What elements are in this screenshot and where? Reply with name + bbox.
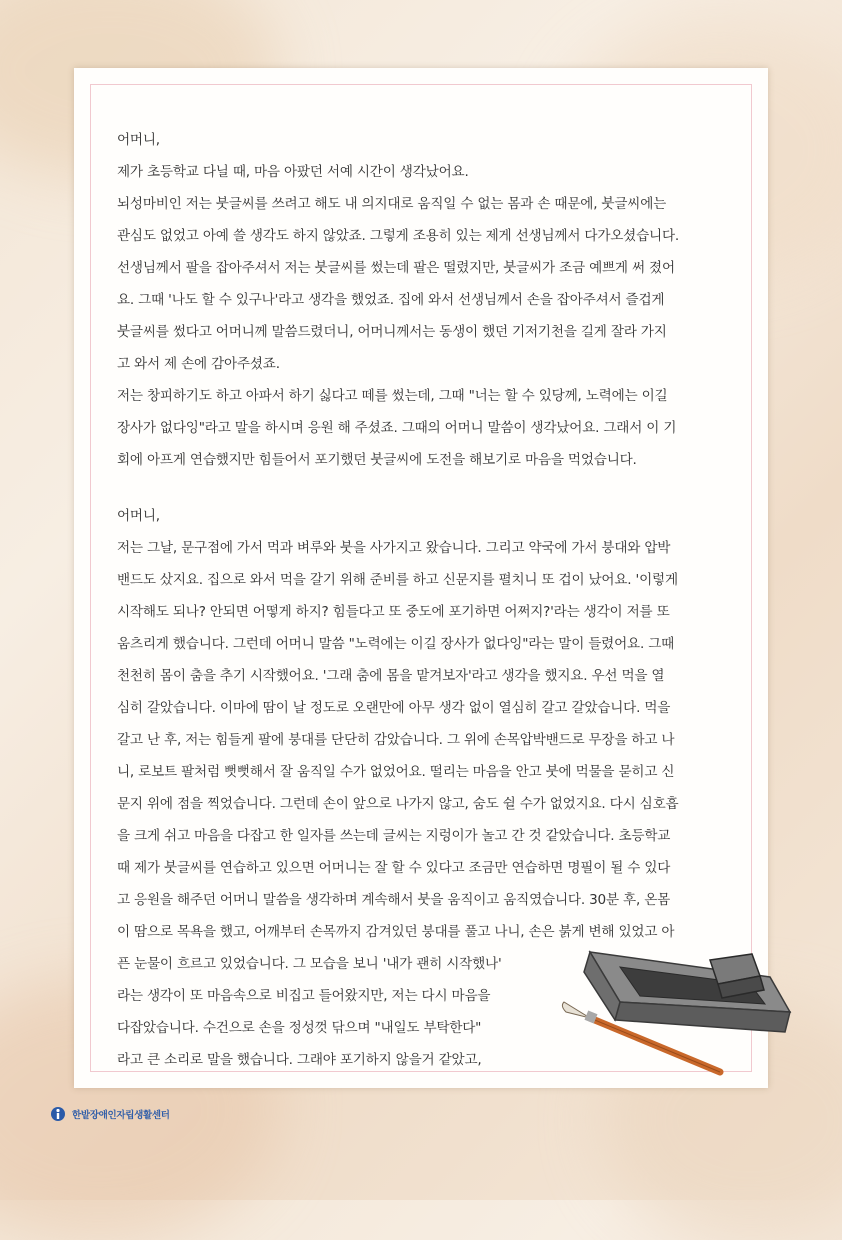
letter-line: 어머니, [117,132,160,148]
letter-line: 라는 생각이 또 마음속으로 비집고 들어왔지만, 저는 다시 마음을 [117,988,491,1004]
letter-line: 천천히 몸이 춤을 추기 시작했어요. '그래 춤에 몸을 맡겨보자'라고 생각을 했지요. 우선 먹을 열 [117,668,665,684]
letter-line: 고 와서 제 손에 감아주셨죠. [117,356,280,372]
organization-logo [50,1106,170,1122]
letter-line: 라고 큰 소리로 말을 했습니다. 그래야 포기하지 않을거 같았고, [117,1052,482,1068]
letter-line: 선생님께서 팔을 잡아주셔서 저는 붓글씨를 썼는데 팔은 떨렸지만, 붓글씨가 조금 예쁘게 써 졌어 [117,260,675,276]
inkstone-icon [584,952,790,1032]
letter-line: 장사가 없다잉"라고 말을 하시며 응원 해 주셨죠. 그때의 어머니 말씀이 생각났어요. 그래서 이 기 [117,420,677,436]
inkstone-brush-illustration [560,932,800,1082]
letter-line: 고 응원을 해주던 어머니 말씀을 생각하며 계속해서 붓을 움직이고 움직였습니다. 30분 후, 온몸 [117,892,671,908]
logo-icon [50,1106,66,1122]
letter-line: 요. 그때 '나도 할 수 있구나'라고 생각을 했었죠. 집에 와서 선생님께서 손을 잡아주셔서 즐겁게 [117,292,665,308]
letter-line: 저는 그날, 문구점에 가서 먹과 벼루와 붓을 사가지고 왔습니다. 그리고 약국에 가서 붕대와 압박 [117,540,671,556]
letter-line: 회에 아프게 연습했지만 힘들어서 포기했던 붓글씨에 도전을 해보기로 마음을 먹었습니다. [117,452,637,468]
letter-line: 픈 눈물이 흐르고 있었습니다. 그 모습을 보니 '내가 괜히 시작했나' [117,956,502,972]
letter-line: 갈고 난 후, 저는 힘들게 팔에 붕대를 단단히 감았습니다. 그 위에 손목압박밴드로 무장을 하고 나 [117,732,675,748]
letter-line: 때 제가 붓글씨를 연습하고 있으면 어머니는 잘 할 수 있다고 조금만 연습하면 명필이 될 수 있다 [117,860,671,876]
letter-line: 을 크게 쉬고 마음을 다잡고 한 일자를 쓰는데 글씨는 지렁이가 놀고 간 것 같았습니다. 초등학교 [117,828,671,844]
letter-line: 제가 초등학교 다닐 때, 마음 아팠던 서예 시간이 생각났어요. [117,164,469,180]
letter-line: 심히 갈았습니다. 이마에 땀이 날 정도로 오랜만에 아무 생각 없이 열심히 갈고 갈았습니다. 먹을 [117,700,671,716]
letter-line: 다잡았습니다. 수건으로 손을 정성껏 닦으며 "내일도 부탁한다" [117,1020,482,1036]
letter-line: 니, 로보트 팔처럼 뻣뻣해서 잘 움직일 수가 없었어요. 떨리는 마음을 안고 붓에 먹물을 묻히고 신 [117,764,675,780]
letter-line: 밴드도 샀지요. 집으로 와서 먹을 갈기 위해 준비를 하고 신문지를 펼치니 또 겁이 났어요. '이렇게 [117,572,678,588]
letter-line: 움츠리게 했습니다. 그런데 어머니 말씀 "노력에는 이길 장사가 없다잉"라는 말이 들렸어요. 그때 [117,636,675,652]
letter-line: 문지 위에 점을 찍었습니다. 그런데 손이 앞으로 나가지 않고, 숨도 쉴 수가 없었지요. 다시 심호흡 [117,796,679,812]
letter-line: 어머니, [117,508,160,524]
letter-line: 관심도 없었고 아예 쓸 생각도 하지 않았죠. 그렇게 조용히 있는 제게 선생님께서 다가오셨습니다. [117,228,680,244]
letter-line: 시작해도 되나? 안되면 어떻게 하지? 힘들다고 또 중도에 포기하면 어쩌지?'라는 생각이 저를 또 [117,604,670,620]
letter-line: 이 땀으로 목욕을 했고, 어깨부터 손목까지 감겨있던 붕대를 풀고 나니, 손은 붉게 변해 있었고 아 [117,924,675,940]
letter-line: 뇌성마비인 저는 붓글씨를 쓰려고 해도 내 의지대로 움직일 수 없는 몸과 손 때문에, 붓글씨에는 [117,196,667,212]
letter-line: 저는 창피하기도 하고 아파서 하기 싫다고 떼를 썼는데, 그때 "너는 할 수 있당께, 노력에는 이길 [117,388,668,404]
letter-line: 붓글씨를 썼다고 어머니께 말씀드렸더니, 어머니께서는 동생이 했던 기저기천을 길게 잘라 가지 [117,324,667,340]
organization-name: 한밭장애인자립생활센터 [72,1110,170,1121]
